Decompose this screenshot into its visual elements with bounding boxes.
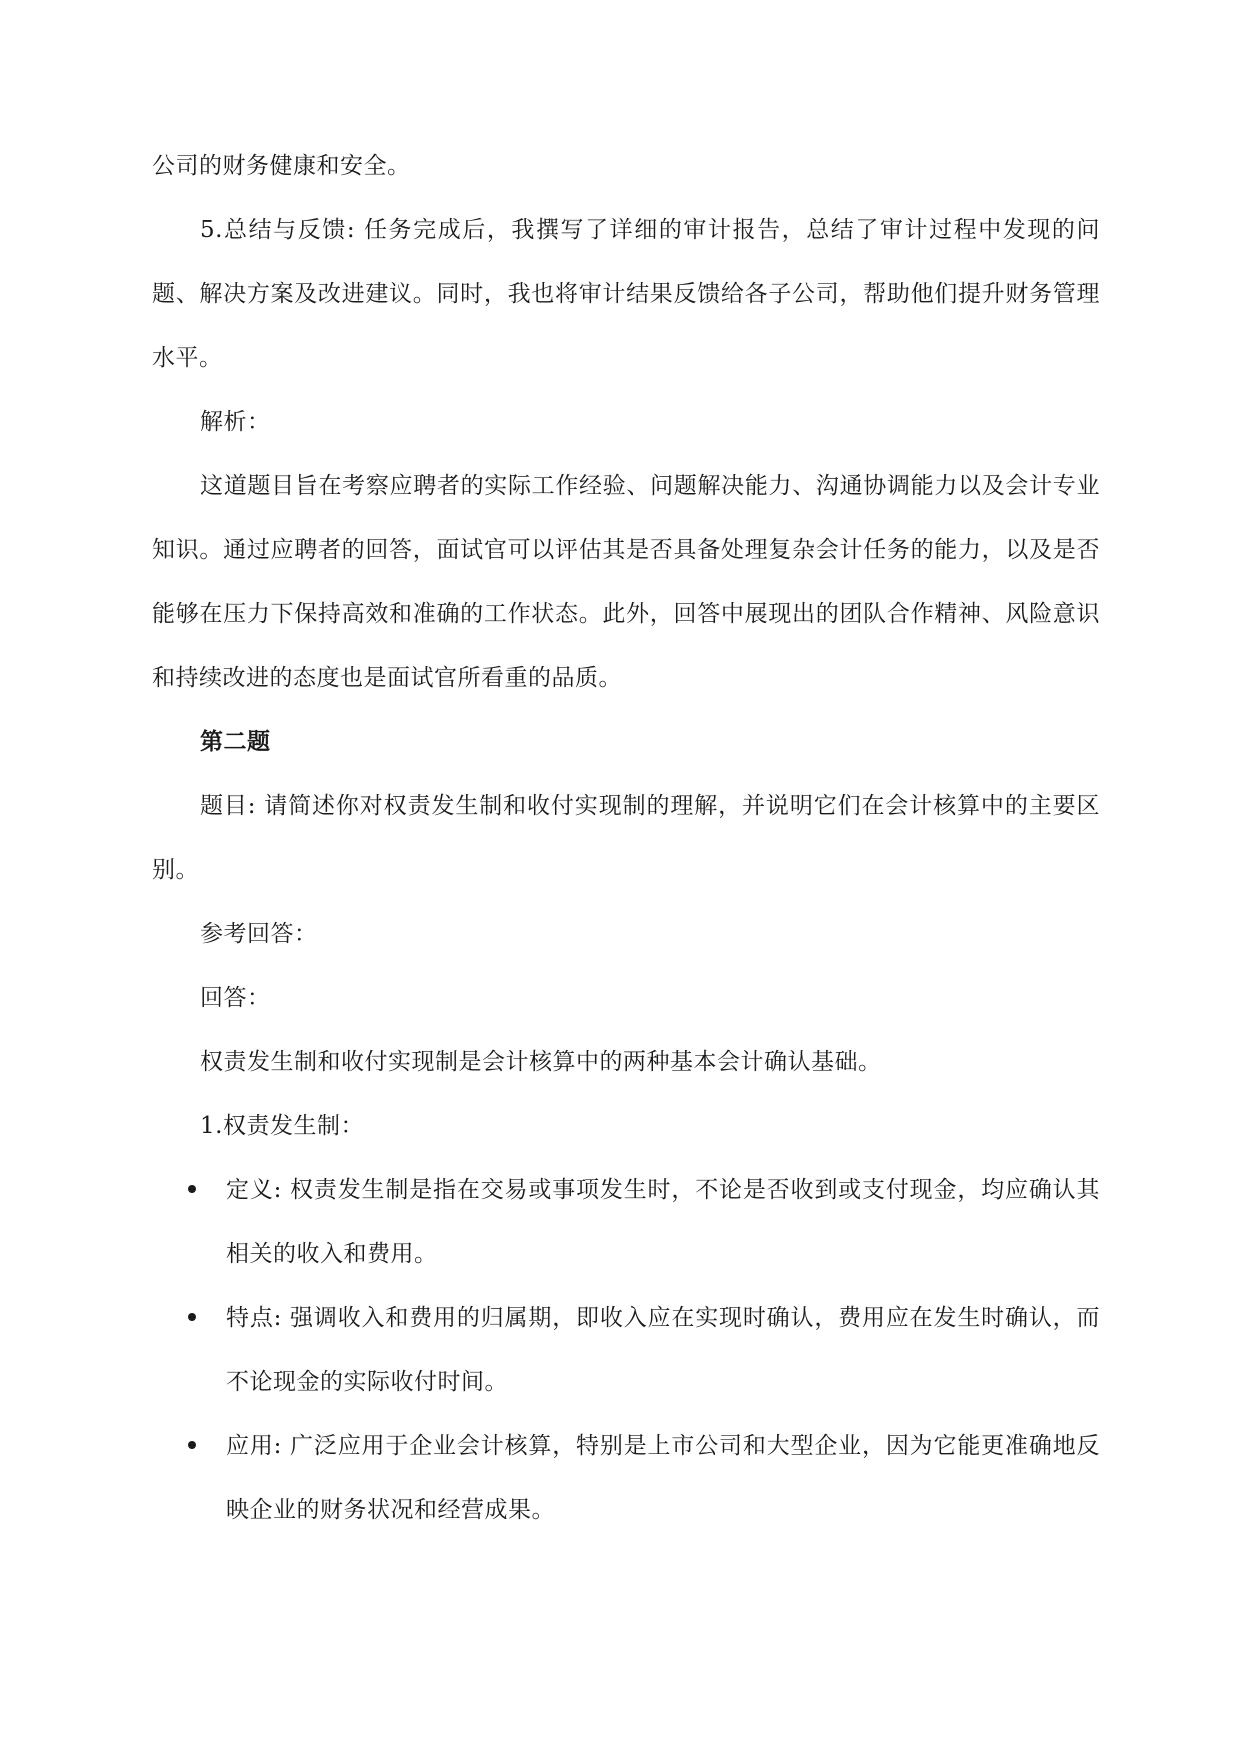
bullet-icon [188, 1185, 196, 1193]
paragraph-analysis-label: 解析： [200, 409, 271, 435]
paragraph-answer-intro: 权责发生制和收付实现制是会计核算中的两种基本会计确认基础。 [200, 1049, 882, 1075]
bullet-text-application: 应用: 广泛应用于企业会计核算，特别是上市公司和大型企业，因为它能更准确地反映企业的财务状况和经营成果。 [226, 1433, 1100, 1523]
list-item [152, 1414, 1100, 1542]
paragraph-accrual-heading: 1.权责发生制： [200, 1113, 364, 1139]
bullet-text-definition: 定义: 权责发生制是指在交易或事项发生时，不论是否收到或支付现金，均应确认其相关的收入和费用。 [226, 1177, 1100, 1267]
paragraph-analysis-body: 这道题目旨在考察应聘者的实际工作经验、问题解决能力、沟通协调能力以及会计专业知识。通过应聘者的回答，面试官可以评估其是否具备处理复杂会计任务的能力，以及是否能够在压力下保持高效和准确的工作状态。此外，回答中展现出的团队合作精神、风险意识和持续改进的态度也是面试官所看重的品质。 [152, 473, 1100, 691]
bullet-icon [188, 1441, 196, 1449]
list-item [152, 1286, 1100, 1414]
paragraph-summary-feedback: 5.总结与反馈: 任务完成后，我撰写了详细的审计报告，总结了审计过程中发现的问题、解决方案及改进建议。同时，我也将审计结果反馈给各子公司，帮助他们提升财务管理水平。 [152, 217, 1100, 371]
bullet-icon [188, 1313, 196, 1321]
paragraph-answer-label: 回答： [200, 985, 271, 1011]
section-heading: 第二题 [200, 728, 271, 755]
accrual-bullet-list [152, 1158, 1100, 1542]
paragraph-question: 题目: 请简述你对权责发生制和收付实现制的理解，并说明它们在会计核算中的主要区别。 [152, 793, 1100, 883]
list-item [152, 1158, 1100, 1286]
bullet-text-features: 特点: 强调收入和费用的归属期，即收入应在实现时确认，费用应在发生时确认，而不论现金的实际收付时间。 [226, 1305, 1100, 1395]
paragraph-continuation: 公司的财务健康和安全。 [152, 153, 411, 179]
paragraph-reference-answer-label: 参考回答： [200, 921, 318, 947]
